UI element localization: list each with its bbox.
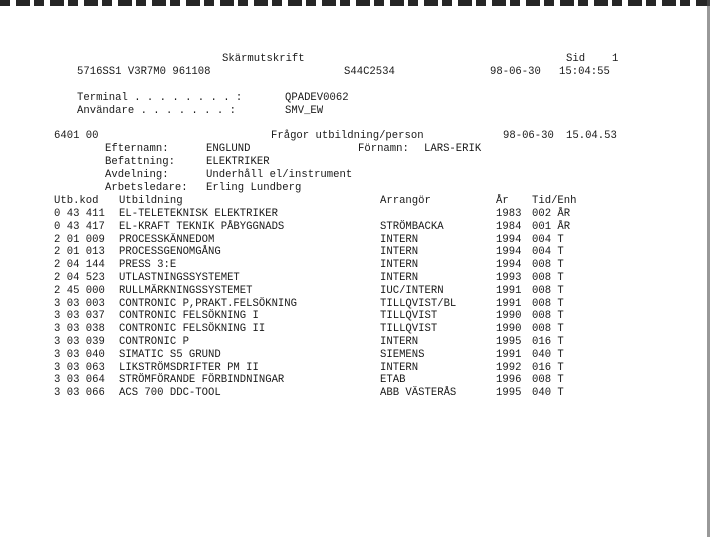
course-duration: 008 T (532, 297, 564, 310)
course-name: PRESS 3:E (119, 259, 177, 272)
course-code: 2 04 144 (54, 259, 105, 272)
course-duration: 001 ÅR (532, 220, 571, 233)
course-duration: 008 T (532, 259, 564, 272)
course-year: 1992 (496, 361, 522, 374)
course-name: LIKSTRÖMSDRIFTER PM II (119, 361, 259, 374)
course-duration: 004 T (532, 246, 564, 259)
table-row (0, 350, 710, 362)
course-year: 1994 (496, 233, 522, 246)
table-row (0, 388, 710, 400)
scan-edge (0, 0, 710, 6)
course-name: CONTRONIC FELSÖKNING I (119, 310, 259, 323)
position-value: ELEKTRIKER (206, 156, 270, 168)
course-code: 0 43 417 (54, 220, 105, 233)
course-code: 3 03 037 (54, 310, 105, 323)
firstname-label: Förnamn: (358, 143, 409, 155)
course-code: 2 04 523 (54, 272, 105, 284)
department-value: Underhåll el/instrument (206, 169, 353, 181)
course-name: PROCESSGENOMGÅNG (119, 246, 221, 259)
print-title: Skärmutskrift (222, 53, 305, 65)
course-name: CONTRONIC P (119, 336, 189, 348)
table-row (0, 337, 710, 349)
course-duration: 008 T (532, 310, 564, 323)
table-row (0, 247, 710, 259)
course-organizer: SIEMENS (380, 348, 425, 361)
device-id: S44C2534 (344, 66, 395, 78)
table-row (0, 273, 710, 285)
table-row (0, 209, 710, 221)
course-name: RULLMÄRKNINGSSYSTEMET (119, 284, 253, 297)
course-duration: 004 T (532, 233, 564, 246)
lastname-value: ENGLUND (206, 143, 251, 155)
course-year: 1991 (496, 297, 522, 310)
screen-time: 15.04.53 (566, 130, 617, 142)
terminal-label: Terminal . . . . . . . . : (77, 92, 243, 104)
manager-label: Arbetsledare: (105, 182, 188, 194)
course-year: 1990 (496, 310, 522, 323)
course-year: 1991 (496, 284, 522, 297)
course-code: 3 03 063 (54, 361, 105, 374)
col-header-code: Utb.kod (54, 195, 99, 207)
col-header-year: År (496, 195, 509, 207)
screen-title: Frågor utbildning/person (271, 130, 424, 142)
course-duration: 008 T (532, 272, 564, 284)
course-organizer: INTERN (380, 272, 419, 284)
course-year: 1990 (496, 323, 522, 336)
course-name: EL-TELETEKNISK ELEKTRIKER (119, 208, 278, 220)
col-header-time: Tid/Enh (532, 195, 577, 207)
course-duration: 008 T (532, 323, 564, 336)
course-year: 1993 (496, 272, 522, 284)
table-row (0, 375, 710, 387)
table-row (0, 222, 710, 234)
screen-code: 6401 00 (54, 130, 99, 142)
department-label: Avdelning: (105, 169, 169, 181)
course-code: 3 03 066 (54, 387, 105, 400)
course-duration: 016 T (532, 361, 564, 374)
system-id: 5716SS1 V3R7M0 961108 (77, 66, 211, 78)
table-row (0, 286, 710, 298)
course-duration: 008 T (532, 284, 564, 297)
table-row (0, 311, 710, 323)
course-code: 2 01 009 (54, 233, 105, 246)
table-row (0, 324, 710, 336)
course-organizer: ABB VÄSTERÅS (380, 387, 457, 400)
col-header-organizer: Arrangör (380, 195, 431, 207)
course-name: UTLASTNINGSSYSTEMET (119, 272, 240, 284)
page-label: Sid (566, 53, 586, 65)
course-year: 1996 (496, 374, 522, 387)
table-row (0, 363, 710, 375)
course-name: EL-KRAFT TEKNIK PÅBYGGNADS (119, 220, 285, 233)
course-organizer: INTERN (380, 259, 419, 272)
course-organizer: INTERN (380, 246, 419, 259)
course-organizer: TILLQVIST (380, 310, 438, 323)
course-year: 1995 (496, 336, 522, 348)
screen-date: 98-06-30 (503, 130, 554, 142)
course-name: PROCESSKÄNNEDOM (119, 233, 215, 246)
user-value: SMV_EW (285, 105, 324, 117)
col-header-course: Utbildning (119, 195, 183, 207)
course-organizer: INTERN (380, 336, 419, 348)
terminal-value: QPADEV0062 (285, 92, 349, 104)
course-duration: 002 ÅR (532, 208, 571, 220)
course-year: 1984 (496, 220, 522, 233)
user-label: Användare . . . . . . . : (77, 105, 236, 117)
course-name: SIMATIC S5 GRUND (119, 348, 221, 361)
course-code: 2 45 000 (54, 284, 105, 297)
lastname-label: Efternamn: (105, 143, 169, 155)
firstname-value: LARS-ERIK (424, 143, 482, 155)
course-duration: 008 T (532, 374, 564, 387)
course-organizer: TILLQVIST/BL (380, 297, 457, 310)
course-year: 1994 (496, 246, 522, 259)
course-year: 1994 (496, 259, 522, 272)
course-code: 3 03 003 (54, 297, 105, 310)
course-name: ACS 700 DDC-TOOL (119, 387, 221, 400)
table-row (0, 299, 710, 311)
page-number: 1 (612, 53, 619, 65)
course-organizer: INTERN (380, 233, 419, 246)
course-duration: 040 T (532, 387, 564, 400)
position-label: Befattning: (105, 156, 175, 168)
course-code: 3 03 039 (54, 336, 105, 348)
course-organizer: ETAB (380, 374, 406, 387)
course-name: CONTRONIC P,PRAKT.FELSÖKNING (119, 297, 298, 310)
course-code: 3 03 064 (54, 374, 105, 387)
manager-value: Erling Lundberg (206, 182, 302, 194)
course-code: 2 01 013 (54, 246, 105, 259)
table-row (0, 260, 710, 272)
course-year: 1991 (496, 348, 522, 361)
print-date: 98-06-30 (490, 66, 541, 78)
course-year: 1983 (496, 208, 522, 220)
course-duration: 040 T (532, 348, 564, 361)
course-year: 1995 (496, 387, 522, 400)
course-name: STRÖMFÖRANDE FÖRBINDNINGAR (119, 374, 285, 387)
course-organizer: TILLQVIST (380, 323, 438, 336)
course-duration: 016 T (532, 336, 564, 348)
course-code: 0 43 411 (54, 208, 105, 220)
course-organizer: INTERN (380, 361, 419, 374)
table-row (0, 235, 710, 247)
course-organizer: STRÖMBACKA (380, 220, 444, 233)
course-code: 3 03 038 (54, 323, 105, 336)
course-organizer: IUC/INTERN (380, 284, 444, 297)
course-code: 3 03 040 (54, 348, 105, 361)
course-name: CONTRONIC FELSÖKNING II (119, 323, 266, 336)
print-time: 15:04:55 (559, 66, 610, 78)
